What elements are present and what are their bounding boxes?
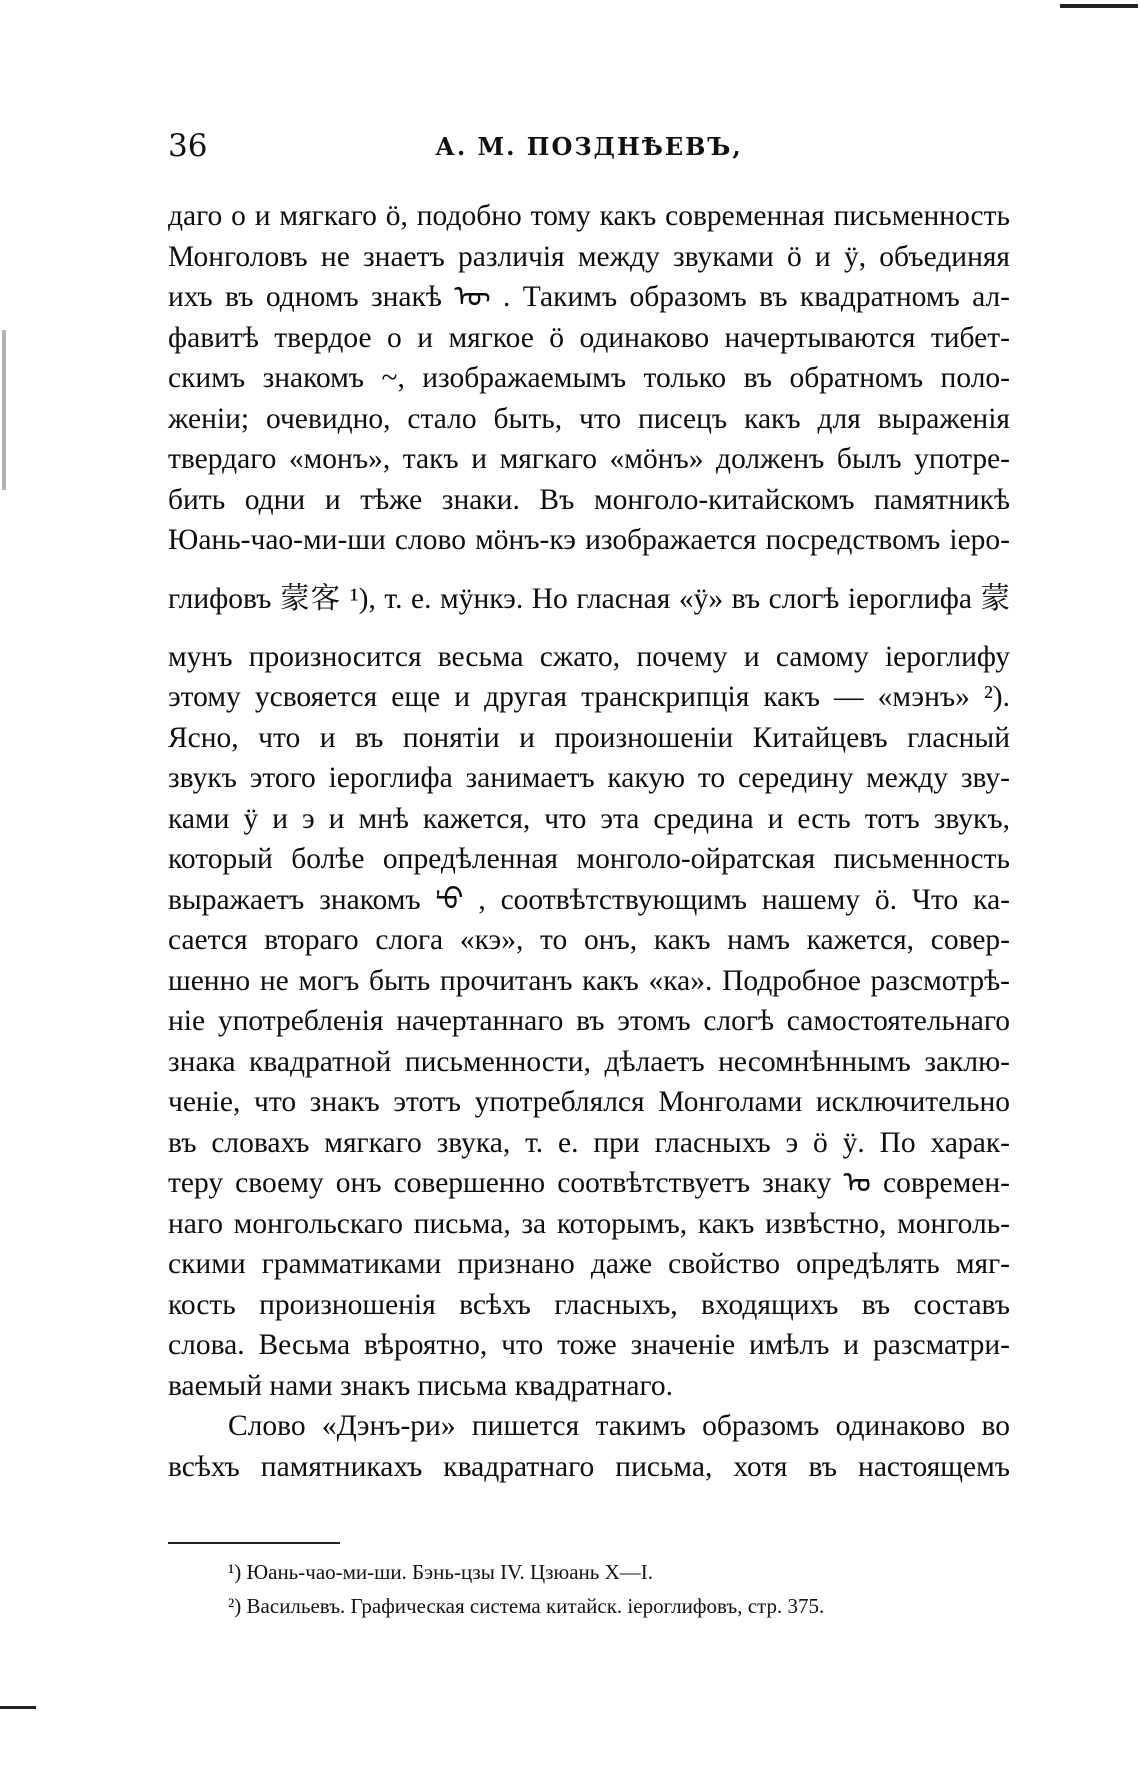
text-line: скимъ знакомъ ~, изображаемымъ только въ обратномъ поло-: [168, 362, 1010, 394]
text-line: знака квадратной письменности, дѣлаетъ несомнѣннымъ заклю-: [168, 1045, 1010, 1078]
footnote: ²) Васильевъ. Графическая система китайск. іероглифовъ, стр. 375.: [228, 1594, 825, 1618]
text-line: Ясно, что и въ понятіи и произношеніи Китайцевъ гласный: [168, 721, 1010, 754]
text-line: выражаетъ знакомъ ᡃᡉ , соотвѣтствующимъ нашему ö. Что ка-: [168, 883, 1010, 916]
scan-edge-mark: [0, 1706, 36, 1709]
text-line: ваемый нами знакъ письма квадратнаго.: [168, 1369, 673, 1402]
text-line: Монголовъ не знаетъ различія между звуками ö и ÿ, объединяя: [168, 240, 1010, 273]
page-header: [168, 128, 1010, 168]
body-text: [168, 196, 1010, 1487]
text-line: мунъ произносится весьма сжато, почему и самому іероглифу: [168, 640, 1010, 673]
footnotes: [168, 1555, 1010, 1623]
running-head: А. М. ПОЗДНѢЕВЪ,: [435, 132, 743, 161]
text-line: Юань-чао-ми-ши слово мöнъ-кэ изображается посредствомъ іеро-: [168, 524, 1010, 556]
text-line: наго монгольскаго письма, за которымъ, какъ извѣстно, монголь-: [168, 1207, 1010, 1240]
page-number: 36: [168, 128, 208, 164]
footnote-divider: [168, 1542, 340, 1544]
text-line: Слово «Дэнъ-ри» пишется такимъ образомъ одинаково во: [228, 1410, 1010, 1442]
text-line: который болѣе опредѣленная монголо-ойратская письменность: [168, 843, 1010, 875]
text-line: кость произношенія всѣхъ гласныхъ, входящихъ въ составъ: [168, 1288, 1010, 1321]
text-line: въ словахъ мягкаго звука, т. е. при гласныхъ э ö ÿ. По харак-: [168, 1126, 1010, 1159]
text-line: ихъ въ одномъ знакѣ ᠥ . Такимъ образомъ въ квадратномъ ал-: [168, 281, 1010, 313]
footnote: ¹) Юань-чао-ми-ши. Бэнь-цзы IV. Цзюань X—I.: [228, 1560, 653, 1584]
scan-edge-mark: [2, 330, 6, 490]
text-line: глифовъ 蒙客 ¹), т. е. мÿнкэ. Но гласная «ÿ» въ слогѣ іероглифа 蒙: [168, 582, 1010, 615]
text-line: этому усвояется еще и другая транскрипція какъ — «мэнъ» ²).: [168, 681, 1010, 713]
text-line: бить одни и тѣже знаки. Въ монголо-китайскомъ памятникѣ: [168, 483, 1010, 516]
text-line: теру своему онъ совершенно соотвѣтствуетъ знаку ᠣ современ-: [168, 1167, 1010, 1199]
text-line: фавитѣ твердое о и мягкое ö одинаково начертываются тибет-: [168, 321, 1010, 354]
text-line: даго о и мягкаго ö, подобно тому какъ современная письменность: [168, 200, 1010, 232]
text-line: ками ÿ и э и мнѣ кажется, что эта средина и есть тотъ звукъ,: [168, 802, 1010, 835]
text-line: сается втораго слога «кэ», то онъ, какъ намъ кажется, совер-: [168, 924, 1010, 956]
text-line: шенно не могъ быть прочитанъ какъ «ка». Подробное разсмотрѣ-: [168, 964, 1010, 997]
text-line: всѣхъ памятникахъ квадратнаго письма, хотя въ настоящемъ: [168, 1450, 1010, 1483]
text-line: слова. Весьма вѣроятно, что тоже значеніе имѣлъ и разсматри-: [168, 1329, 1010, 1361]
text-line: ченіе, что знакъ этотъ употреблялся Монголами исключительно: [168, 1086, 1010, 1118]
text-line: ніе употребленія начертаннаго въ этомъ слогѣ самостоятельнаго: [168, 1005, 1010, 1037]
scan-edge-mark: [1060, 4, 1138, 8]
text-line: женіи; очевидно, стало быть, что писецъ какъ для выраженія: [168, 402, 1010, 435]
text-line: скими грамматиками признано даже свойство опредѣлять мяг-: [168, 1248, 1010, 1280]
text-line: твердаго «монъ», такъ и мягкаго «мöнъ» долженъ былъ употре-: [168, 443, 1010, 475]
text-line: звукъ этого іероглифа занимаетъ какую то середину между зву-: [168, 762, 1010, 794]
